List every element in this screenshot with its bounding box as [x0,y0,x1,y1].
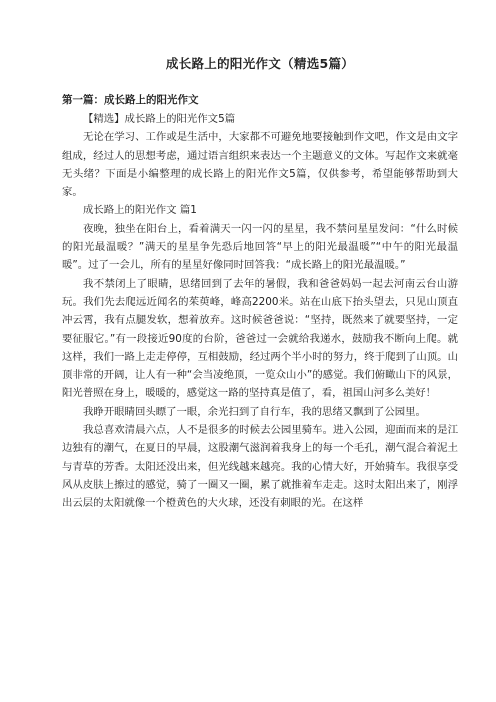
paragraph-body: 夜晚，独坐在阳台上，看着满天一闪一闪的星星，我不禁问星星发问：“什么时候的阳光最温暖？”满天的星星争先恐后地回答“早上的阳光最温暖”“中午的阳光最温暖”。过了一会儿，所有的星星好像同时回答我：“成长路上的阳光最温暖。” [62,222,458,272]
section-heading: 第一篇：成长路上的阳光作文 [62,94,199,106]
paragraph-body: 我总喜欢清晨六点，人不是很多的时候去公园里骑车。进入公园，迎面而来的是江边独有的潮气，在夏日的早晨，这股潮气滋润着我身上的每一个毛孔，潮气混合着泥土与青草的芳香。太阳还没出来，但光线越来越亮。我的心情大好，开始骑车。我很享受风从皮肤上擦过的感觉，骑了一圈又一圈，累了就推着车走走。这时太阳出来了，刚浮出云层的太阳就像一个橙黄色的大火球，还没有刺眼的光。在这样 [62,424,458,510]
paragraph-body: 我睁开眼睛回头瞟了一眼，余光扫到了自行车，我的思绪又飘到了公园里。 [83,405,426,418]
document-title: 成长路上的阳光作文（精选5篇） [165,56,355,71]
paragraph-intro: 无论在学习、工作或是生活中，大家都不可避免地要接触到作文吧，作文是由文字组成，经过人的思想考虑，通过语言组织来表达一个主题意义的文体。写起作文来就毫无头绪？下面是小编整理的成长路上的阳光作文5篇，仅供参考，希望能够帮助到大家。 [62,131,458,199]
paragraph-subtitle: 【精选】成长路上的阳光作文5篇 [83,113,236,125]
paragraph-essay-heading: 成长路上的阳光作文 篇1 [83,204,197,217]
paragraph-body: 我不禁闭上了眼睛，思绪回到了去年的暑假，我和爸爸妈妈一起去河南云台山游玩。我们先去爬远近闻名的茱萸峰，峰高2200米。站在山底下抬头望去，只见山顶直冲云霄，我有点腿发软，想着放弃。这时候爸爸说：“坚持，既然来了就要坚持，一定要征服它。”有一段接近90度的台阶，爸爸过一会就给我递水，鼓励我不断向上爬。就这样，我们一路上走走停停，互相鼓励，经过两个半小时的努力，终于爬到了山顶。山顶非常的开阔，让人有一种“会当凌绝顶，一览众山小”的感觉。我们俯瞰山下的风景，阳光普照在身上，暖暖的，感觉这一路的坚持真是值了，看，祖国山河多么美好！ [62,277,458,400]
